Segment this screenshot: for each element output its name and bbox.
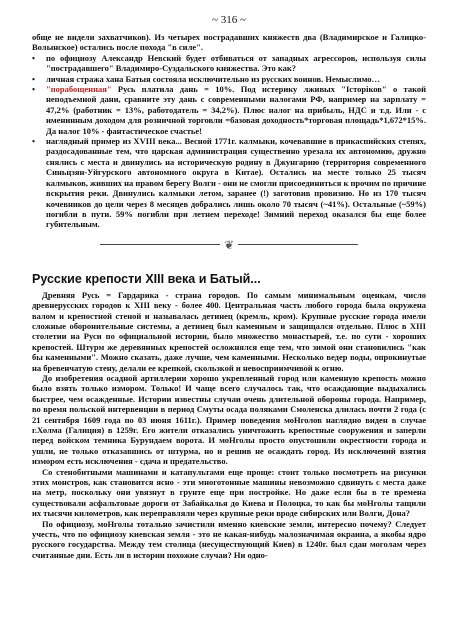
bullet-marker: • (32, 136, 35, 147)
bullet-marker: • (32, 52, 35, 63)
divider-line-left (100, 244, 220, 245)
bullet-text: по официозу Александр Невский будет отбиваться от западных агрессоров, используя силы "пострадавшего" Владимиро-Суздальского княжества. Это как? (46, 52, 426, 74)
ornament-icon: ❦ (223, 237, 235, 252)
bullet-item (32, 136, 426, 230)
section-title: Русские крепости XIII века и Батый... (32, 271, 261, 286)
bullet-item (32, 53, 426, 74)
body-paragraph: По официозу, моНголы тотально зачистили именно киевские земли, интересно почему? Следует учесть, что по официозу киевская земля - это не какая-нибудь малозначимая окраина, а якобы ядро русского государства. Между тем столица (несуществующий Киев) в 1240г. был сдан моголам через считанные дни. Есть ли в истории похожие случаи? Ни одно- (32, 518, 426, 560)
bullet-text: личная стража хана Батыя состояла исключительно из русских воинов. Немыслимо… (46, 73, 381, 84)
intro-paragraph: обще не видели захватчиков). Из четырех пострадавших княжеств два (Владимирское и Галицко-Волынское) остались после похода "в силе". (32, 32, 426, 53)
section-body (32, 290, 426, 561)
bullet-text: Русь платила дань = 10%. Под истерику лживых "Історіков" о такой неподъемной дани, сравните эту дань с современными налогами РФ, например на зарплату = 47,2% (работник = 13%, работодатель = 34,2%). Плюс налог на прибыль, НДС и т.д. Или - с именинным доходом для розничной торговли =базовая доходность*торговая площадь*1,672*15%. Да налог 10% - фантастическое счастье! (46, 84, 426, 136)
bullet-list (32, 53, 426, 230)
bullet-marker: • (32, 73, 35, 84)
body-paragraph: Со стенобитными машинами и катапультами еще проще: стоит только посмотреть на рисунки этих монстров, как становится ясно - эти многотонные машины невозможно сдвинуть с места даже на метр, поскольку они увязнут в грунте еще при постройке. Но даже если бы в те времена существовали асфальтовые дороги от Забайкалья до Киева и Полоцка, то как бы моНголы тащили их тысячи километров, как переправляли через крупные реки вроде сибирских или Волги, Дона? (32, 466, 426, 519)
divider-line-right (238, 244, 358, 245)
page-number: ~ 316 ~ (212, 14, 246, 26)
bullet-marker: • (32, 84, 35, 95)
body-paragraph: Древняя Русь = Гардарика - страна городов. По самым минимальным оценкам, число древнерусских городов к XIII веку - более 400. Центральная часть любого города была окружена валом и крепостной стеной и называлась детинец (кремль, кром). Крупные русские города имели сложные оборонительные системы, а детинец был каменным и защищался отдельно. Плюс в XIII столетии на Руси по официальной истории, было множество монастырей, т.е. по сути - хороших крепостей. Штурм же деревянных крепостей осложнялся еще тем, что зимой они становились "как бы каменными". Можно сказать, даже лучше, чем каменными. Несколько ведер воды, опрокинутые на бревенчатую стену, делали ее крепкой, скользкой и невосприимчивой к огню. (32, 289, 426, 373)
body-paragraph: До изобретения осадной артиллерии хорошо укрепленный город или каменную крепость можно было взять только измором. Только! И чаще всего случалось так, что осаждающие выдыхались быстрее, чем осажденные. Истории известны случаи очень длительной обороны города. Например, во время польской интервенции в период Смуты осада поляками Смоленска длилась почти 2 года (с 21 сентября 1609 года по 03 июня 1611г.). Пример поведения моНголов наглядно виден в случае г.Холма (Галиция) в 1259г. Его жители отказались уничтожить крепостные сооружения и заперли перед войском темника Бурундаем ворота. И моНголы просто опустошили окрестности города и ушли, не только отказавшись от штурма, но и решив не осаждать город. Из исключений взятия измором есть исключения - сдача и предательство. (32, 372, 426, 467)
bullet-highlight: "порабощенная" (46, 84, 112, 95)
bullet-text: наглядный пример из XVIII века... Весной 1771г. калмыки, кочевавшие в прикаспийских степях, раздосадованные тем, что царская администрация существенно урезала их автономию, дружно снялись с места и двинулись на историческую родину в Джунгарию (территория современного Синьцзян-Уйгурского автономного округа в Китае). Остались на месте только 25 тысяч калмыков, живших на правом берегу Волги - они не смогли присоединиться к прочим по причине вскрытия реки. Двинулись калмыки летом, заранее (!) заготовив провизию. Но из 170 тысяч кочевников до цели через 8 месяцев добрались лишь около 70 тысяч (~41%). Остальные (~59%) погибли в пути. 59% погибли при летнем переходе! Зимний переход оказался бы еще более губительным. (46, 136, 426, 230)
section-divider (32, 237, 426, 252)
bullet-item (32, 74, 426, 84)
bullet-item (32, 84, 426, 136)
